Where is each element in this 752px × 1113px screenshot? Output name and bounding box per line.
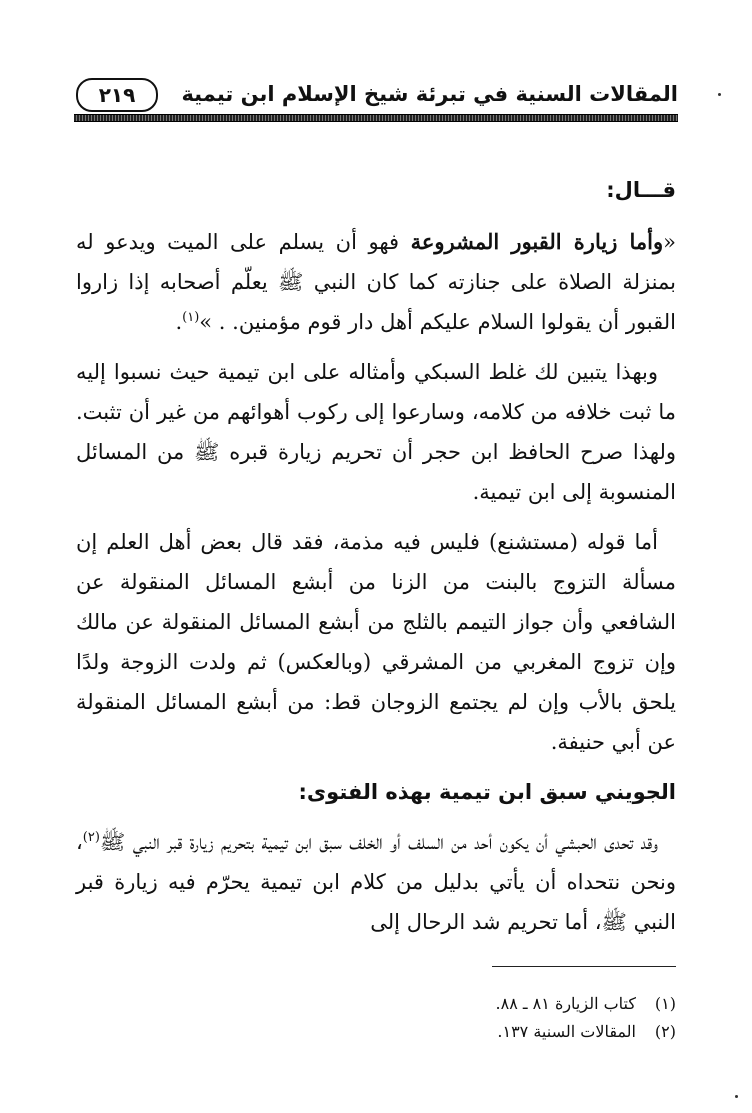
running-title: المقالات السنية في تبرئة شيخ الإسلام ابن تيمية	[181, 82, 678, 106]
section-heading-juwayni: الجويني سبق ابن تيمية بهذه الفتوى:	[298, 780, 676, 804]
footnote-number: (٢)	[654, 1022, 676, 1041]
quote-end: .	[175, 310, 183, 334]
footnotes	[76, 990, 676, 1046]
footnote-number: (١)	[654, 994, 676, 1013]
footnote-text: المقالات السنية ١٣٧.	[497, 1022, 636, 1041]
paragraph-subki: وبهذا يتبين لك غلط السبكي وأمثاله على ابن تيمية حيث نسبوا إليه ما ثبت خلافه من كلامه، وسارعوا إلى ركوب أهوائهم من غير أن تثبت. ولهذا صرح الحافظ ابن حجر أن تحريم زيارة قبره ﷺ من المسائل المنسوبة إلى ابن تيمية.	[76, 360, 676, 504]
footnote-ref-1: (١)	[182, 310, 200, 325]
open-quote: «	[663, 230, 677, 254]
footnote-text: كتاب الزيارة ٨١ ـ ٨٨.	[495, 994, 636, 1013]
main-text	[76, 170, 676, 952]
header-rule	[74, 114, 678, 122]
speck-mark	[718, 93, 721, 96]
running-head	[74, 78, 678, 114]
quote-text: فهو أن يسلم على الميت ويدعو له بمنزلة الصلاة على جنازته كما كان النبي ﷺ يعلّم أصحابه إذا زاروا القبور أن يقولوا السلام عليكم أهل دار قوم مؤمنين. . »	[76, 230, 676, 334]
quote-bold-lead: وأما زيارة القبور المشروعة	[410, 229, 664, 254]
page-number: ٢١٩	[76, 78, 158, 112]
footnote-2	[76, 1018, 676, 1046]
speck-mark	[735, 1095, 738, 1098]
paragraph-habashi	[76, 822, 676, 942]
footnote-1	[76, 990, 676, 1018]
paragraph-habashi-b: ، ونحن نتحداه أن يأتي بدليل من كلام ابن تيمية يحرّم فيه زيارة قبر النبي ﷺ، أما تحريم شد الرحال إلى	[76, 830, 676, 934]
section-heading-qala: قـــال:	[606, 178, 676, 202]
footnote-ref-2: (٢)	[82, 830, 100, 845]
quoted-paragraph	[76, 222, 676, 342]
paragraph-habashi-a: وقد تحدى الحبشي أن يكون أحد من السلف أو الخلف سبق ابن تيمية بتحريم زيارة قبر النبي ﷺ	[99, 830, 658, 854]
footnote-rule	[492, 966, 676, 967]
paragraph-mustashna: أما قوله (مستشنع) فليس فيه مذمة، فقد قال بعض أهل العلم إن مسألة التزوج بالبنت من الزنا من أبشع المسائل المنقولة عن الشافعي وأن جواز التيمم بالثلج من أبشع المسائل المنقولة عن مالك وإن تزوج المغربي من المشرقي (وبالعكس) ثم ولدت الزوجة ولدًا يلحق بالأب وإن لم يجتمع الزوجان قط: من أبشع المسائل المنقولة عن أبي حنيفة.	[76, 530, 676, 754]
